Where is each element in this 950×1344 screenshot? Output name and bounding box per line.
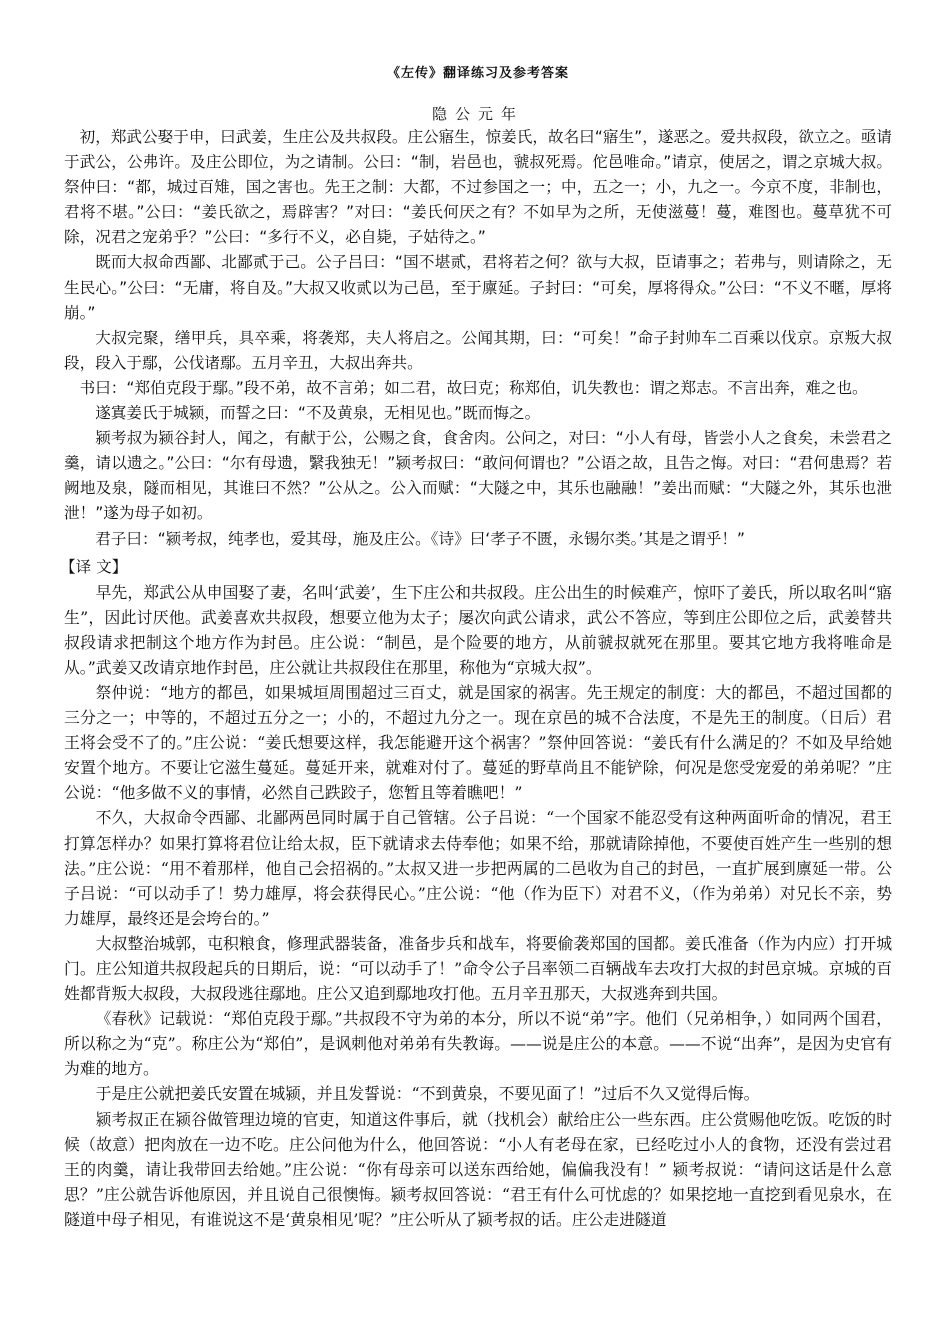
original-paragraph: 君子曰：“颍考叔，纯孝也，爱其母，施及庄公。《诗》曰‘孝子不匮，永锡尔类。’其是之谓乎！” [95, 529, 746, 548]
translation-heading: 【译 文】 [60, 557, 128, 576]
translation-paragraph: 大叔整治城郭，屯积粮食，修理武器装备，准备步兵和战车，将要偷袭郑国的国都。姜氏准备（作为内应）打开城门。庄公知道共叔段起兵的日期后，说：“可以动手了！”命令公子吕率领二百辆战车去攻打大叔的封邑京城。京城的百姓都背叛大叔段，大叔段逃往鄢地。庄公又追到鄢地攻打他。五月辛丑那天，大叔逃奔到共国。 [64, 933, 892, 1004]
translation-paragraph: 不久，大叔命令西鄙、北鄙两邑同时属于自己管辖。公子吕说：“一个国家不能忍受有这种两面听命的情况，君王打算怎样办？如果打算将君位让给太叔，臣下就请求去侍奉他；如果不给，那就请除掉他，不要使百姓产生一些别的想法。”庄公说：“用不着那样，他自己会招祸的。”太叔又进一步把两属的二邑收为自己的封邑，一直扩展到廪延一带。公子吕说：“可以动手了！势力雄厚，将会获得民心。”庄公说：“他（作为臣下）对君不义，（作为弟弟）对兄长不亲，势力雄厚，最终还是会垮台的。” [64, 808, 892, 928]
translation-paragraph: 《春秋》记载说：“郑伯克段于鄢。”共叔段不守为弟的本分，所以不说“弟”字。他们（兄弟相争，）如同两个国君，所以称之为“克”。称庄公为“郑伯”，是讽刺他对弟弟有失教诲。——说是庄公的本意。——不说“出奔”，是因为史官有为难的地方。 [64, 1009, 892, 1079]
document-title: 《左传》翻译练习及参考答案 [386, 66, 569, 81]
document-page [60, 62, 892, 1232]
original-paragraph: 颍考叔为颍谷封人，闻之，有献于公，公赐之食，食舍肉。公问之，对曰：“小人有母，皆尝小人之食矣，未尝君之羹，请以遗之。”公曰：“尔有母遗，繄我独无！”颍考叔曰：“敢问何谓也？”公语之故，且告之悔。对曰：“君何患焉？若阙地及泉，隧而相见，其谁曰不然？”公从之。公入而赋：“大隧之中，其乐也融融！”姜出而赋：“大隧之外，其乐也泄泄！”遂为母子如初。 [64, 429, 892, 523]
original-paragraph: 书曰：“郑伯克段于鄢。”段不弟，故不言弟；如二君，故曰克；称郑伯，讥失教也：谓之郑志。不言出奔，难之也。 [79, 378, 868, 397]
original-text [64, 125, 892, 552]
original-paragraph: 遂寘姜氏于城颍，而誓之曰：“不及黄泉，无相见也。”既而悔之。 [95, 404, 541, 423]
original-paragraph: 大叔完聚，缮甲兵，具卒乘，将袭郑，夫人将启之。公闻其期，曰：“可矣！”命子封帅车二百乘以伐京。京叛大叔段，段入于鄢，公伐诸鄢。五月辛丑，大叔出奔共。 [64, 328, 892, 372]
translation-text [64, 580, 892, 1232]
translation-paragraph: 早先，郑武公从申国娶了妻，名叫‘武姜’，生下庄公和共叔段。庄公出生的时候难产，惊吓了姜氏，所以取名叫“寤生”，因此讨厌他。武姜喜欢共叔段，想要立他为太子；屡次向武公请求，武公不答应，等到庄公即位之后，武姜替共叔段请求把制这个地方作为封邑。庄公说：“制邑，是个险要的地方，从前虢叔就死在那里。要其它地方我将唯命是从。”武姜又改请京地作封邑，庄公就让共叔段住在那里，称他为“京城大叔”。 [64, 582, 892, 677]
original-paragraph: 初，郑武公娶于申，曰武姜，生庄公及共叔段。庄公寤生，惊姜氏，故名曰“寤生”，遂恶之。爱共叔段，欲立之。亟请于武公，公弗许。及庄公即位，为之请制。公曰：“制，岩邑也，虢叔死焉。佗邑唯命。”请京，使居之，谓之京城大叔。祭仲曰：“都，城过百雉，国之害也。先王之制：大都，不过参国之一；中，五之一；小，九之一。今京不度，非制也，君将不堪。”公曰：“姜氏欲之，焉辟害？”对曰：“姜氏何厌之有？不如早为之所，无使滋蔓！蔓，难图也。蔓草犹不可除，况君之宠弟乎？”公曰：“多行不义，必自毙，子姑待之。” [64, 128, 892, 247]
original-paragraph: 既而大叔命西鄙、北鄙贰于己。公子吕曰：“国不堪贰，君将若之何？欲与大叔，臣请事之；若弗与，则请除之，无生民心。”公曰：“无庸，将自及。”大叔又收贰以为己邑，至于廪延。子封曰：“可矣，厚将得众。”公曰：“不义不暱，厚将崩。” [64, 253, 892, 322]
translation-paragraph: 祭仲说：“地方的都邑，如果城垣周围超过三百丈，就是国家的祸害。先王规定的制度：大的都邑，不超过国都的三分之一；中等的，不超过五分之一；小的，不超过九分之一。现在京邑的城不合法度，不是先王的制度。（日后）君王将会受不了的。”庄公说：“姜氏想要这样，我怎能避开这个祸害？”祭仲回答说：“姜氏有什么满足的？不如及早给她安置个地方。不要让它滋生蔓延。蔓延开来，就难对付了。蔓延的野草尚且不能铲除，何况是您受宠爱的弟弟呢？”庄公说：“他多做不义的事情，必然自己跌跤子，您暂且等着瞧吧！” [64, 682, 892, 803]
translation-paragraph: 颍考叔正在颍谷做管理边境的官吏，知道这件事后，就（找机会）献给庄公一些东西。庄公赏赐他吃饭。吃饭的时候（故意）把肉放在一边不吃。庄公问他为什么，他回答说：“小人有老母在家，已经吃过小人的食物，还没有尝过君王的肉羹，请让我带回去给她。”庄公说：“你有母亲可以送东西给她，偏偏我没有！” 颍考叔说：“请问这话是什么意思？”庄公就告诉他原因，并且说自己很懊悔。颍考叔回答说：“君王有什么可忧虑的？如果挖地一直挖到看见泉水，在隧道中母子相见，有谁说这不是‘黄泉相见’呢？”庄公听从了颍考叔的话。庄公走进隧道 [64, 1109, 892, 1229]
translation-paragraph: 于是庄公就把姜氏安置在城颍，并且发誓说：“不到黄泉，不要见面了！”过后不久又觉得后悔。 [95, 1084, 760, 1104]
chapter-title: 隐公元年 [431, 105, 524, 123]
